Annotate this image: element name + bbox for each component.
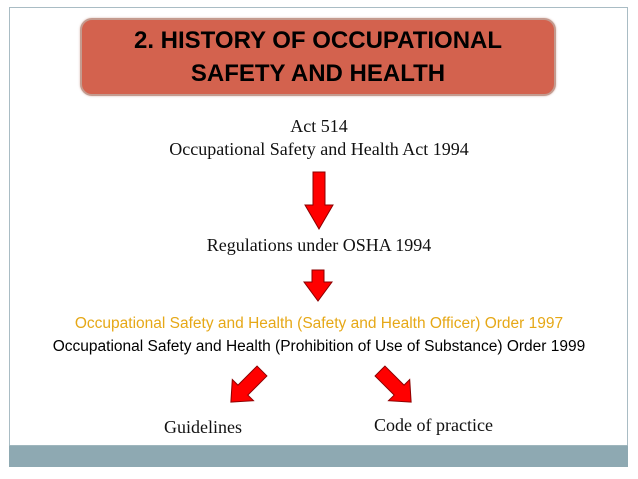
order-1999: Occupational Safety and Health (Prohibition of Use of Substance) Order 1999 (52, 338, 586, 355)
act-number: Act 514 (290, 116, 348, 136)
title-line-1: 2. HISTORY OF OCCUPATIONAL (133, 27, 503, 54)
code-of-practice-label: Code of practice (374, 415, 493, 435)
guidelines-label: Guidelines (164, 417, 242, 437)
regulations-label: Regulations under OSHA 1994 (206, 235, 432, 255)
diagonal-arrow-right-icon (369, 360, 421, 412)
order-1997: Occupational Safety and Health (Safety and Health Officer) Order 1997 (74, 315, 564, 332)
down-arrow-icon (305, 172, 333, 229)
act-name: Occupational Safety and Health Act 1994 (169, 139, 469, 159)
title-line-2: SAFETY AND HEALTH (190, 60, 446, 87)
diagonal-arrow-left-icon (220, 360, 272, 412)
down-arrow-icon (304, 270, 332, 301)
